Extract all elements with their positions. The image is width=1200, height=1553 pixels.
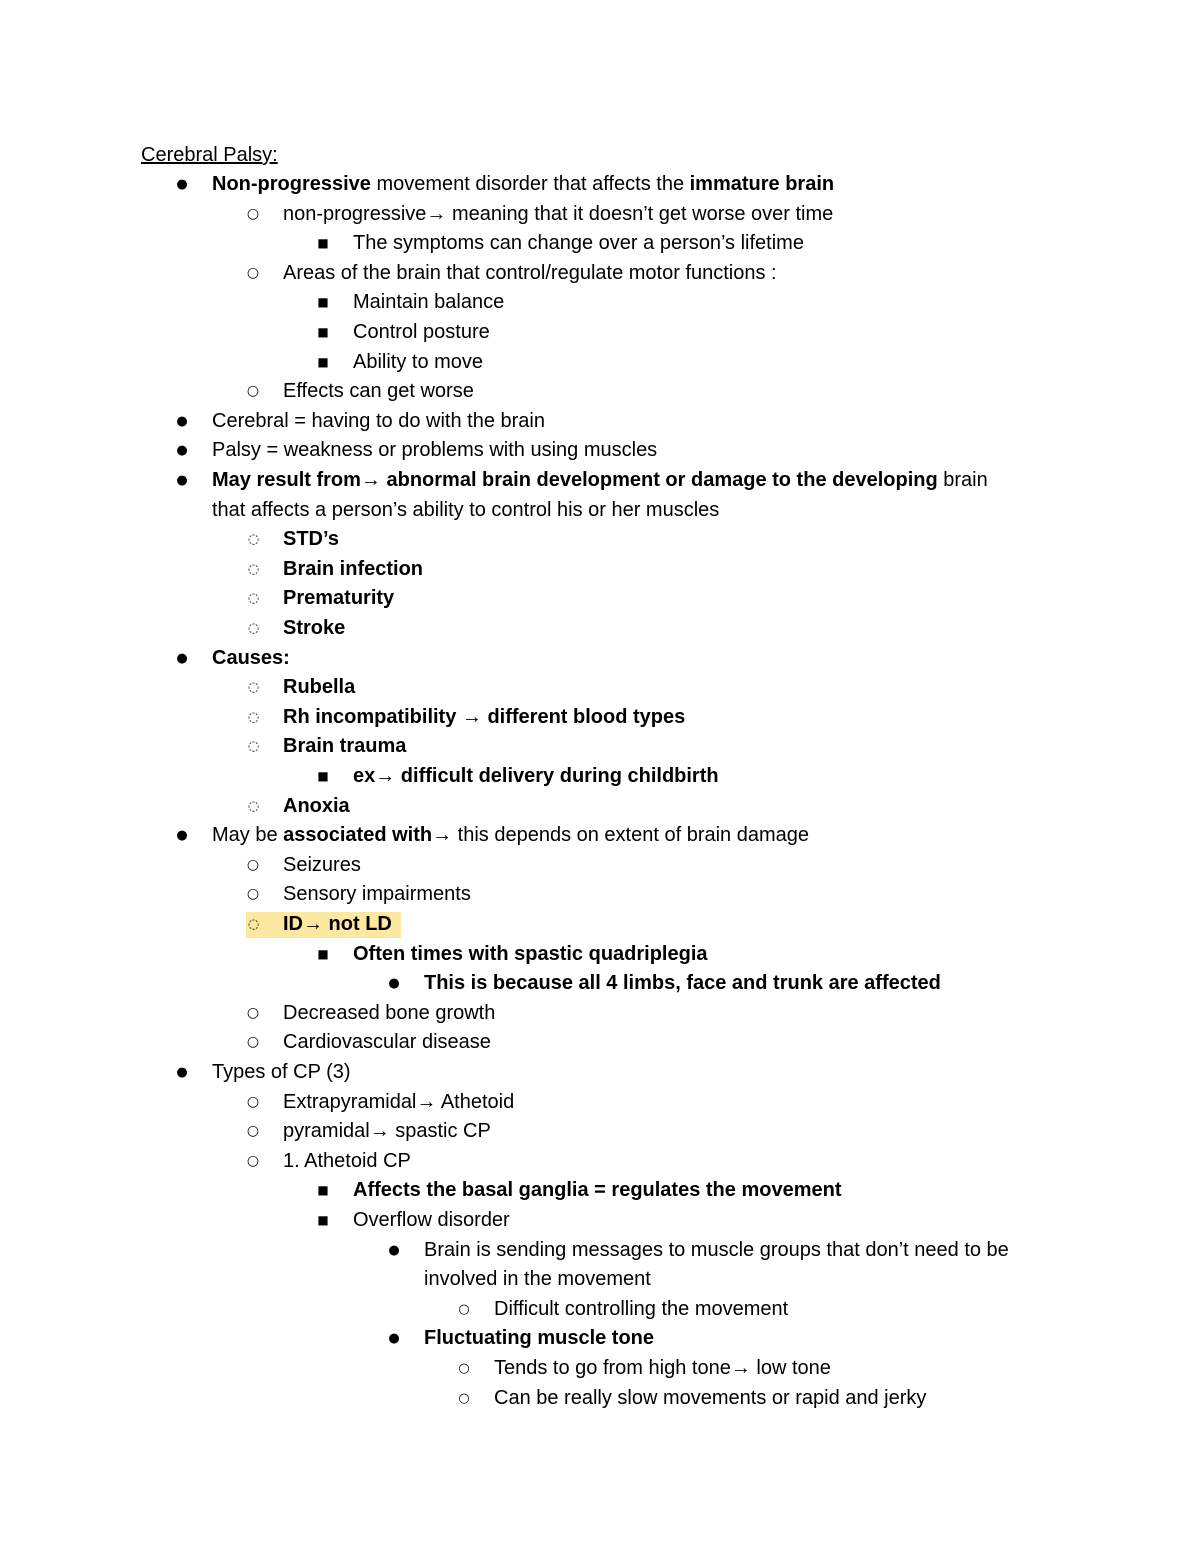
outline-item-text	[283, 1117, 491, 1147]
bold-text: Affects the basal ganglia = regulates the movement	[353, 1179, 842, 1202]
outline-item-text	[353, 318, 490, 348]
text-run: Brain is sending messages to muscle groups that don’t need to be	[424, 1238, 1009, 1261]
hollow-bullet-icon: ◌	[247, 798, 259, 814]
text-run: Ability to move	[353, 350, 484, 373]
text-run: Control posture	[353, 321, 490, 343]
outline-item-text	[283, 732, 406, 762]
bold-text: immature brain	[689, 173, 835, 195]
bold-text: Rh incompatibility → different blood types	[283, 705, 686, 728]
outline-item-text	[283, 673, 355, 703]
outline-item-text	[494, 1384, 926, 1414]
square-bullet-icon: ■	[317, 1213, 329, 1227]
outline-item-text	[353, 229, 804, 259]
outline-item-text	[212, 496, 719, 526]
hollow-bullet-icon: ○	[246, 856, 260, 873]
outline-item-text	[283, 880, 471, 910]
hollow-bullet-icon: ○	[458, 1390, 470, 1406]
outline-item-text	[353, 940, 708, 970]
outline-item-text	[212, 407, 545, 437]
hollow-bullet-icon: ○	[246, 1004, 260, 1021]
bold-text: ID→ not LD	[283, 913, 392, 935]
hollow-bullet-icon: ○	[246, 383, 260, 400]
outline-item-text	[283, 1088, 514, 1118]
text-run: Tends to go from high tone→ low tone	[494, 1357, 831, 1379]
square-bullet-icon: ■	[317, 295, 329, 310]
square-bullet-icon: ■	[317, 769, 329, 783]
bold-text: ex→ difficult delivery during childbirth	[353, 765, 719, 787]
hollow-bullet-icon: ◌	[247, 621, 259, 636]
text-run: Areas of the brain that control/regulate motor functions :	[283, 261, 777, 284]
text-run: movement disorder that affects the	[370, 173, 690, 195]
outline-item-text	[283, 614, 345, 644]
outline-item-text	[424, 1324, 654, 1354]
bold-text: Rubella	[283, 676, 356, 699]
text-run: Types of CP (3)	[212, 1061, 351, 1083]
bold-text: associated with	[283, 824, 433, 847]
text-run: Maintain balance	[353, 291, 505, 314]
outline-item-text	[353, 348, 483, 378]
outline-item-text	[212, 821, 809, 851]
bullet-icon: ●	[176, 1065, 188, 1080]
text-run: Overflow disorder	[353, 1209, 510, 1231]
outline-item-text	[212, 170, 834, 200]
text-run: Can be really slow movements or rapid and jerky	[494, 1386, 927, 1409]
bullet-icon: ●	[176, 650, 188, 666]
hollow-bullet-icon: ◌	[247, 591, 259, 607]
bullet-icon: ●	[176, 413, 188, 429]
bold-text: May result from→ abnormal brain development or damage to the developing	[212, 469, 938, 491]
hollow-bullet-icon: ◌	[247, 532, 259, 548]
bullet-icon: ●	[176, 177, 188, 192]
outline-item-text	[283, 200, 833, 230]
bold-text: Anoxia	[283, 794, 350, 817]
text-run: Seizures	[283, 853, 361, 876]
hollow-bullet-icon: ○	[246, 1152, 260, 1169]
hollow-bullet-icon: ○	[246, 264, 260, 281]
square-bullet-icon: ■	[317, 325, 329, 339]
outline-item-text	[283, 792, 350, 822]
text-run: May be	[212, 824, 284, 847]
text-run: that affects a person’s ability to control his or her muscles	[212, 498, 720, 521]
text-run: → this depends on extent of brain damage	[432, 824, 810, 847]
text-run: non-progressive→ meaning that it doesn’t get worse over time	[283, 202, 834, 225]
outline-item-text	[283, 999, 495, 1029]
hollow-bullet-icon: ◌	[247, 739, 259, 755]
text-run: brain	[937, 469, 988, 491]
outline-item-text	[424, 1236, 1009, 1266]
text-run: Palsy = weakness or problems with using muscles	[212, 439, 658, 462]
square-bullet-icon: ■	[317, 946, 329, 961]
outline-item-text	[283, 555, 423, 585]
hollow-bullet-icon: ○	[246, 886, 260, 903]
hollow-bullet-icon: ○	[246, 1093, 260, 1110]
outline-item-text	[283, 584, 394, 614]
bullet-icon: ●	[176, 443, 188, 459]
text-run: Sensory impairments	[283, 883, 471, 906]
hollow-bullet-icon: ◌	[247, 680, 259, 696]
outline-item-text	[283, 525, 339, 555]
text-run: Decreased bone growth	[283, 1001, 496, 1024]
hollow-bullet-icon: ○	[246, 205, 260, 222]
text-run: Extrapyramidal→ Athetoid	[283, 1090, 515, 1113]
text-run: Cardiovascular disease	[283, 1031, 491, 1054]
hollow-bullet-icon: ○	[458, 1361, 470, 1376]
text-run: Effects can get worse	[283, 380, 474, 403]
text-run: The symptoms can change over a person’s lifetime	[353, 232, 804, 255]
outline-item-text	[212, 466, 988, 496]
outline-item-text	[283, 851, 361, 881]
outline-item-text	[494, 1295, 788, 1325]
text-run: involved in the movement	[424, 1268, 651, 1291]
bold-text: Fluctuating muscle tone	[424, 1327, 655, 1350]
bold-text: This is because all 4 limbs, face and trunk are affected	[424, 972, 941, 995]
hollow-bullet-icon: ○	[458, 1301, 470, 1317]
text-run: pyramidal→ spastic CP	[283, 1120, 491, 1143]
outline-item-text	[283, 910, 392, 940]
square-bullet-icon: ■	[317, 1183, 329, 1198]
bold-text: Causes:	[212, 646, 290, 669]
text-run: 1. Athetoid CP	[283, 1149, 411, 1172]
outline-item-text	[353, 288, 504, 318]
square-bullet-icon: ■	[317, 354, 329, 369]
outline-item-text	[353, 762, 719, 792]
hollow-bullet-icon: ◌	[247, 917, 259, 932]
outline-item-text	[283, 377, 474, 407]
text-run: Cerebral = having to do with the brain	[212, 409, 545, 432]
outline-item-text	[212, 436, 657, 466]
text-run: Difficult controlling the movement	[494, 1297, 789, 1320]
bold-text: Brain infection	[283, 557, 424, 580]
outline-item-text	[283, 259, 777, 289]
bullet-icon: ●	[176, 473, 188, 488]
page-title: Cerebral Palsy:	[141, 144, 278, 166]
square-bullet-icon: ■	[317, 236, 329, 251]
bold-text: Stroke	[283, 617, 346, 639]
bold-text: Often times with spastic quadriplegia	[353, 942, 708, 965]
outline-item-text	[212, 644, 290, 674]
bullet-icon: ●	[176, 828, 188, 844]
outline-item-text	[283, 703, 685, 733]
outline-item-text	[353, 1176, 841, 1206]
outline-item-text	[353, 1206, 510, 1236]
bold-text: Prematurity	[283, 587, 395, 610]
hollow-bullet-icon: ○	[246, 1034, 260, 1051]
outline-item-text	[424, 1265, 651, 1295]
outline-item-text	[283, 1147, 411, 1177]
hollow-bullet-icon: ◌	[247, 709, 259, 725]
hollow-bullet-icon: ○	[246, 1123, 260, 1140]
outline-item-text	[212, 1058, 351, 1088]
bullet-icon: ●	[388, 1331, 400, 1347]
bullet-icon: ●	[388, 976, 400, 992]
hollow-bullet-icon: ◌	[247, 561, 259, 577]
bullet-icon: ●	[388, 1242, 400, 1258]
bold-text: STD’s	[283, 528, 339, 551]
outline-item-text	[424, 969, 941, 999]
bold-text: Brain trauma	[283, 735, 407, 758]
outline-item-text	[283, 1028, 491, 1058]
bold-text: Non-progressive	[212, 173, 371, 195]
outline-item-text	[494, 1354, 831, 1384]
